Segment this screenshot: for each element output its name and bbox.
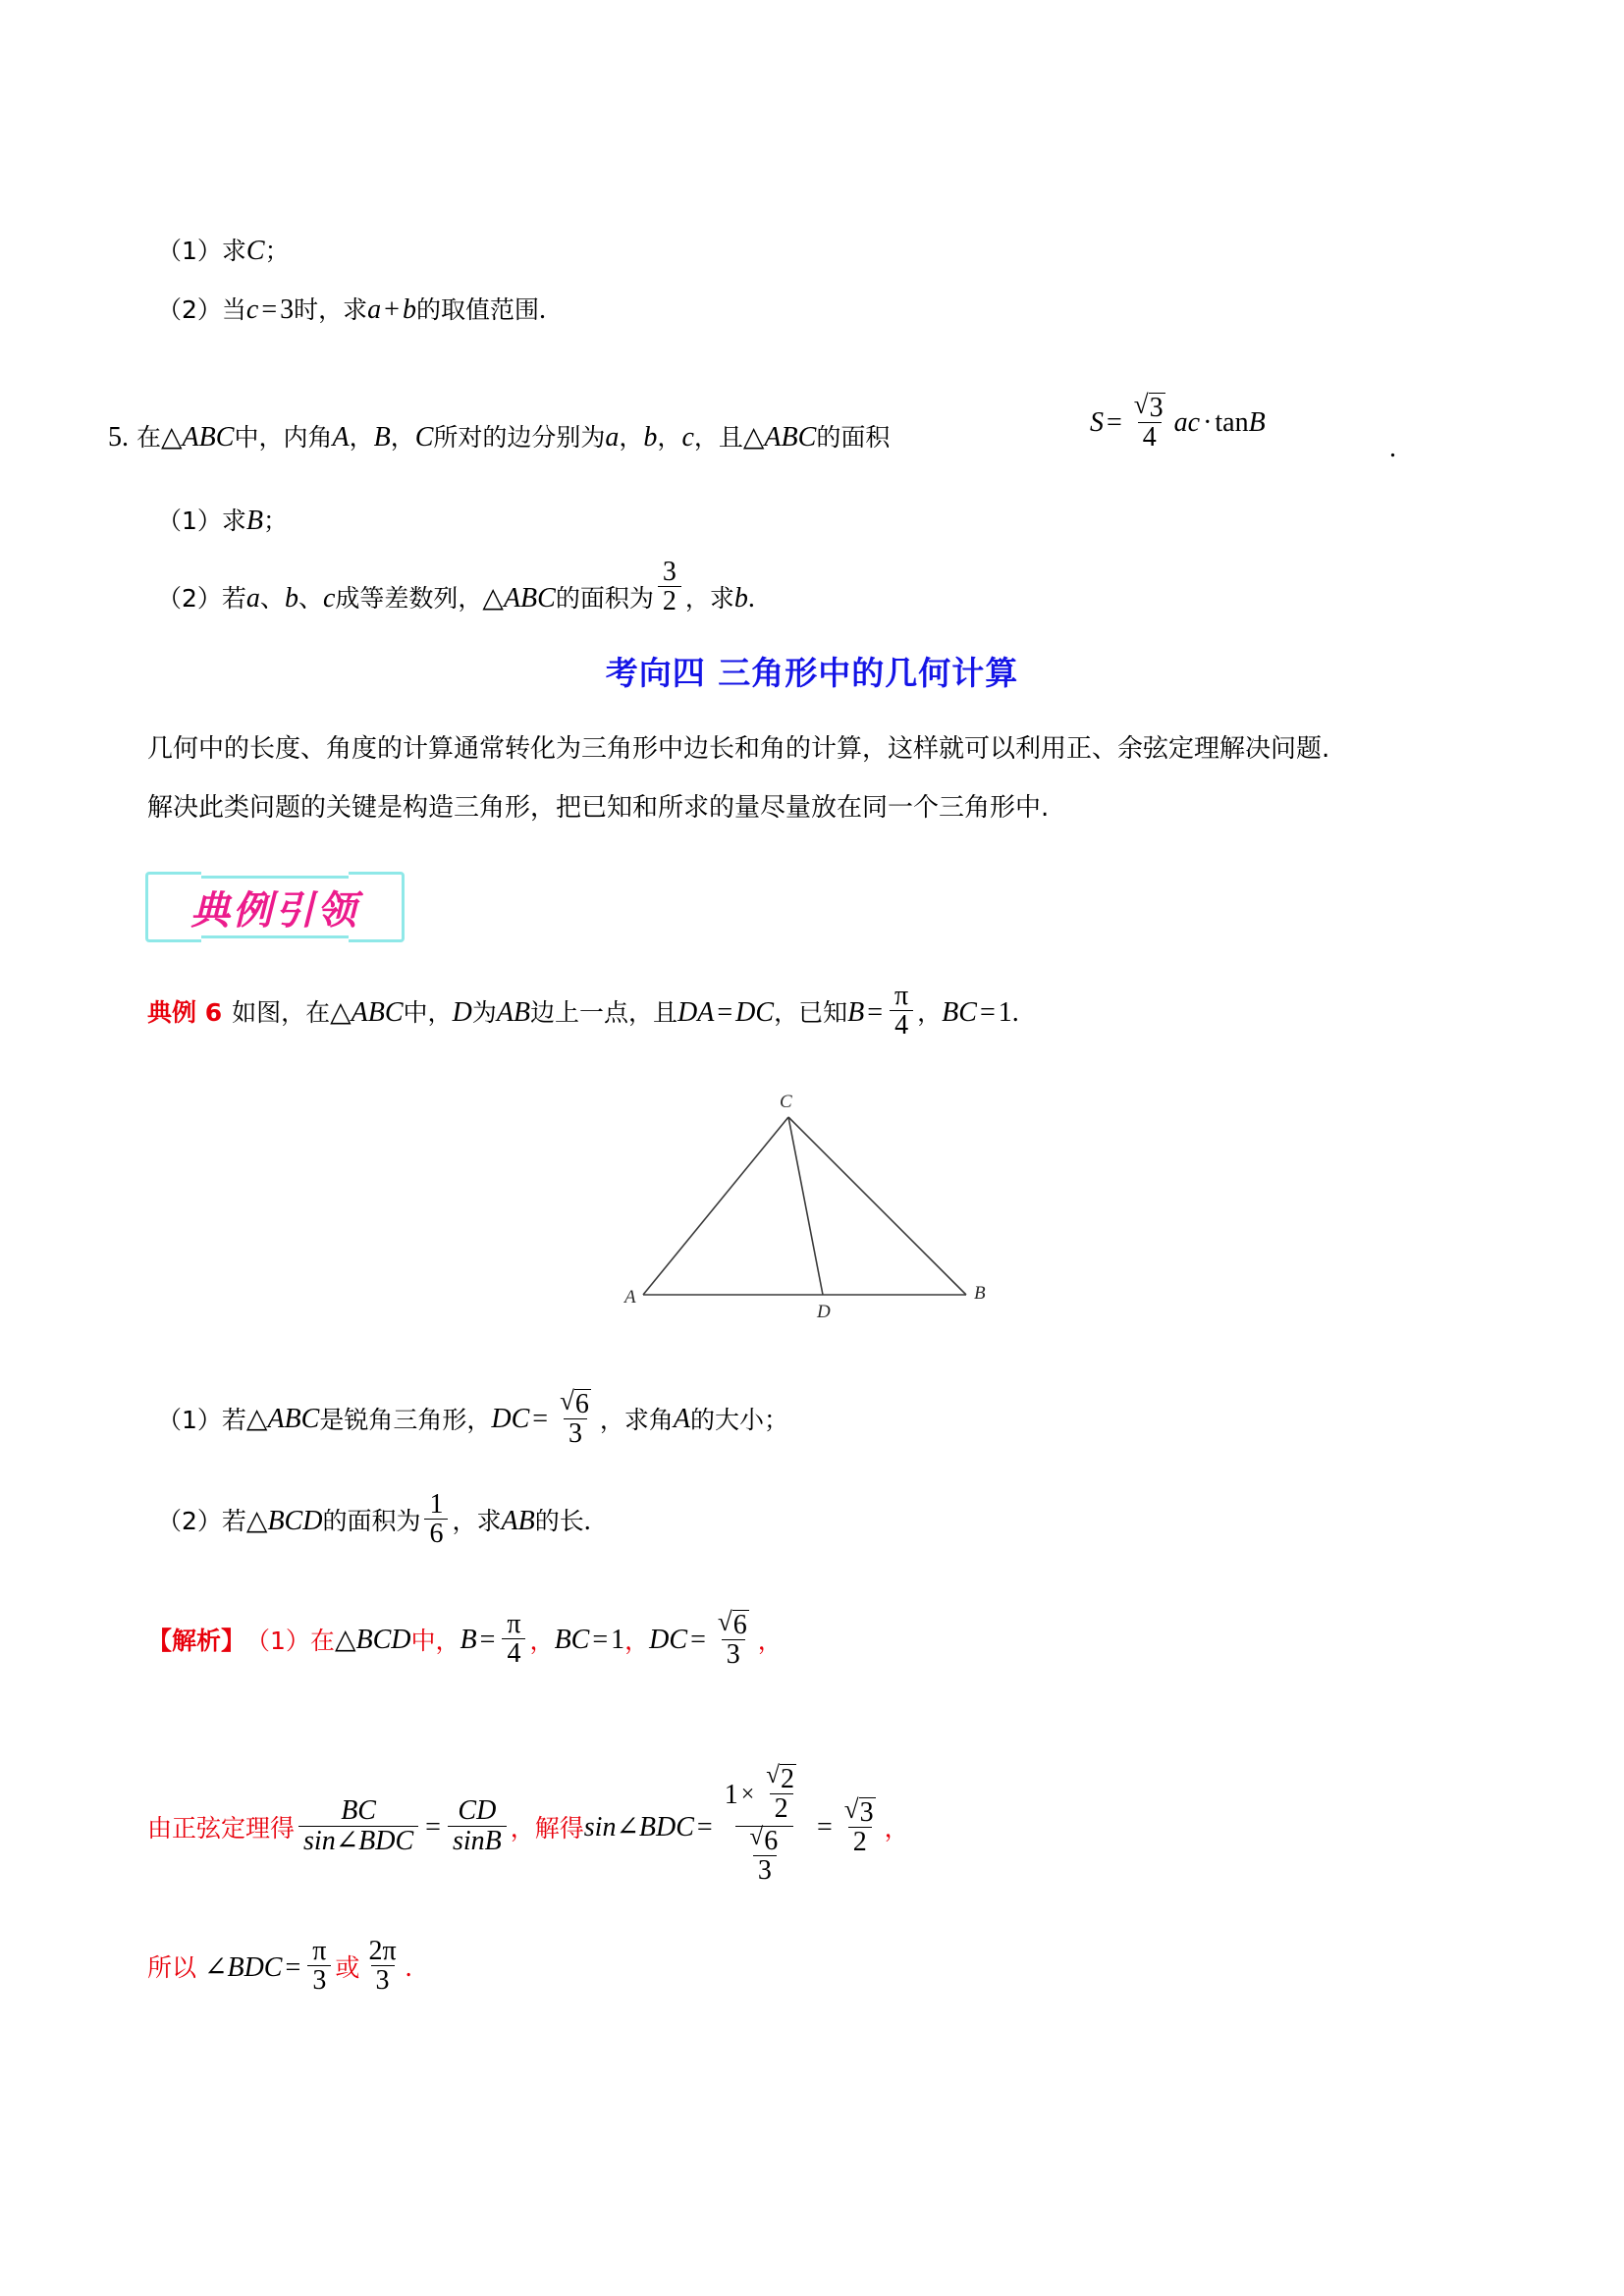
sol-l1-bc: BC [554, 1625, 590, 1656]
q4-part2-text-a: 当 [221, 295, 246, 325]
q5-triangle-abc-1: △ABC [161, 421, 235, 453]
example6-eq3: = [979, 996, 996, 1028]
example6-four: 4 [890, 1010, 913, 1040]
q4-part2-text-c: 的取值范围 [415, 295, 539, 325]
q5-triangle-abc-2: △ABC [742, 421, 817, 453]
sol-l2-comma-1: ， [510, 1813, 535, 1842]
q5-formula-s: S [1090, 407, 1104, 439]
ex6-p2-period: . [583, 1505, 591, 1536]
ex6-p2-num: 1 [429, 1489, 444, 1520]
q5-part2-triangle: △ABC [482, 582, 556, 614]
sol-l2-den-2: sinB [448, 1826, 507, 1855]
example6-stem-d: 边上一点，且 [530, 998, 678, 1028]
ex6-p1-den: 3 [564, 1418, 587, 1448]
q5-side-b: b [643, 421, 658, 453]
q5-stem-e: 的面积 [816, 423, 891, 453]
example6-one: 1 [998, 996, 1012, 1028]
sol-l2-inner-den-den: 3 [753, 1855, 777, 1885]
sol-l1-text-b: 中， [410, 1626, 460, 1655]
sol-l1-text-a: 在 [309, 1626, 335, 1655]
ex6-p1-marker: （1） [157, 1405, 222, 1434]
q5-part2-text-a: 若 [221, 584, 246, 614]
q5-part2-line [157, 557, 755, 628]
q4-part2-var-a: a [367, 294, 382, 325]
q5-formula-dot: · [1203, 407, 1213, 439]
q5-stem-a: 在 [136, 423, 162, 453]
q5-part2-frac-num: 3 [662, 557, 677, 587]
q4-part1-var: C [245, 235, 265, 266]
ex6-p1-text-b: 是锐角三角形， [319, 1405, 492, 1434]
sol-l3-or: 或 [335, 1953, 360, 1983]
q5-side-a: a [605, 421, 620, 453]
sol-l1-eq3: = [690, 1625, 706, 1656]
sol-l2-res-sqrt3: 3 [859, 1796, 874, 1828]
q4-part2-text-b: 时，求 [294, 295, 368, 325]
solution-marker: （1） [245, 1626, 310, 1655]
q5-side-c: c [681, 421, 694, 453]
sol-l1-comma-1: ， [529, 1626, 555, 1655]
q4-part2-var-b: b [402, 294, 416, 325]
sol-l3-den-2: 3 [371, 1965, 395, 1995]
q5-part2-var-b: b [284, 582, 298, 614]
sol-l2-num-1: BC [341, 1795, 376, 1827]
q5-part2-ans-var: b [733, 582, 748, 614]
sol-l1-triangle-bcd: △BCD [334, 1625, 411, 1656]
q5-stem-period: . [1389, 433, 1396, 463]
q5-part2-text-c: 的面积为 [555, 584, 654, 614]
example6-da: DA [677, 996, 715, 1028]
sol-l1-four: 4 [502, 1638, 525, 1668]
q4-part1-marker: （1） [157, 237, 222, 266]
q4-part2-marker: （2） [157, 295, 222, 325]
q5-part1-line [157, 506, 288, 535]
q5-formula-sqrt3: 3 [1149, 393, 1164, 423]
ex6-p1-dc: DC [491, 1404, 530, 1435]
banner-label: 典例引领 [190, 887, 359, 934]
figure-label-c: C [780, 1092, 792, 1112]
example6-stem-b: 中， [403, 998, 453, 1028]
q5-part1-marker: （1） [157, 507, 222, 536]
triangle-figure [589, 1080, 1001, 1325]
sol-l2-num-2: CD [458, 1795, 497, 1827]
example6-period: . [1011, 996, 1019, 1028]
q4-part2-line [157, 294, 546, 324]
sol-l3-text-a: 所以 [147, 1953, 197, 1983]
q5-part2-d2: 、 [298, 584, 323, 614]
q5-formula-tan: tan [1215, 407, 1249, 439]
ex6-p2-ab: AB [501, 1505, 535, 1536]
dianli-yinling-banner [145, 872, 405, 942]
example6-eq2: = [867, 996, 883, 1028]
sol-l3-pi-2: 2π [368, 1936, 397, 1966]
q5-stem-d: ，且 [693, 423, 743, 453]
sol-l2-text-a: 由正弦定理得 [147, 1813, 296, 1842]
q5-part2-d1: 、 [259, 584, 285, 614]
example6-angle-b: B [847, 996, 865, 1028]
example6-dc: DC [735, 996, 775, 1028]
q4-part2-plus: + [384, 294, 400, 325]
q5-part2-text-b: 成等差数列， [335, 584, 483, 614]
q5-part2-text-d: ，求 [684, 584, 734, 614]
sol-l1-one: 1 [611, 1625, 625, 1656]
q5-formula-ac: ac [1173, 407, 1201, 439]
figure-label-a: A [624, 1287, 636, 1308]
sol-l2-res-den: 2 [848, 1827, 872, 1856]
sol-l2-sin-bdc: sin∠BDC [583, 1812, 694, 1843]
q5-part1-punct: ； [263, 507, 289, 536]
q5-part2-var-c: c [322, 582, 336, 614]
q5-part2-period: . [747, 582, 755, 614]
q4-part2-period: . [538, 294, 546, 325]
ex6-p2-text-b: 的面积为 [322, 1507, 421, 1536]
q5-part2-marker: （2） [157, 584, 222, 614]
sol-l1-angle-b: B [460, 1625, 477, 1656]
q5-formula-eq: = [1107, 407, 1122, 439]
segment-ac [643, 1117, 788, 1295]
q4-part1-punct: ； [264, 237, 290, 266]
q5-part1-text: 求 [221, 507, 246, 536]
q5-part1-var: B [245, 505, 264, 536]
ex6-p1-eq: = [532, 1404, 549, 1435]
example6-stem-c: 为 [471, 998, 497, 1028]
sol-l2-inner-den-sqrt: 6 [764, 1825, 779, 1856]
ex6-p1-angle-a: A [673, 1404, 691, 1435]
ex6-p1-text-d: 的大小 [690, 1405, 765, 1434]
q4-part1-text: 求 [221, 237, 246, 266]
q5-angle-b: B [373, 421, 391, 453]
example6-part1-line: （1） 若 △ABC 是锐角三角形， DC = √ 6 3 ，求角 A 的大小 ； [157, 1386, 789, 1450]
sol-l1-comma-3: ， [757, 1626, 783, 1655]
example6-point-d: D [452, 996, 472, 1028]
sol-l2-eq1: = [425, 1812, 441, 1843]
ex6-p1-punct: ； [764, 1405, 789, 1434]
ex6-p2-text-a: 若 [221, 1507, 246, 1536]
q5-angle-a: A [332, 421, 350, 453]
q5-formula-den: 4 [1138, 422, 1162, 452]
q4-part2-var-c: c [245, 294, 259, 325]
q5-comma-1: ， [349, 423, 374, 453]
sol-l3-den-1: 3 [307, 1965, 331, 1995]
intro-line-2: 解决此类问题的关键是构造三角形，把已知和所求的量尽量放在同一个三角形中. [147, 793, 1050, 823]
sol-l2-inner-num-den: 2 [770, 1793, 793, 1823]
ex6-p1-text-c: ，求角 [599, 1405, 674, 1434]
sol-l1-den: 3 [722, 1639, 745, 1669]
sol-l1-comma-2: ， [624, 1626, 650, 1655]
q5-comma-4: ， [657, 423, 682, 453]
sol-l1-pi: π [507, 1608, 521, 1639]
ex6-p1-triangle: △ABC [245, 1404, 320, 1435]
sol-l2-one: 1 [724, 1780, 738, 1811]
example6-tag: 典例 6 [147, 998, 223, 1028]
solution-line-1: 【解析】 （1） 在 △BCD 中， B = $\frac{\pi}{4}$ ， BC = 1 ， DC = √ 6 3 ， [147, 1607, 783, 1671]
solution-tag: 【解析】 [147, 1626, 246, 1655]
q5-number: 5. [108, 421, 129, 453]
solution-line-2: 由正弦定理得 $\frac{BC}{\text{sin∠BDC}}$ = $\frac{CD}{\sin B}$ ， 解得 sin∠BDC = 1 × √ 2 2 √ 6 3 = √ 3 2 ， [147, 1762, 909, 1887]
q5-formula-tan-arg: B [1248, 407, 1266, 439]
intro-line-1: 几何中的长度、角度的计算通常转化为三角形中边长和角的计算，这样就可以利用正、余弦定理解决问题. [147, 734, 1330, 764]
sol-l2-text-b: 解得 [534, 1813, 584, 1842]
ex6-p2-marker: （2） [157, 1507, 222, 1536]
q5-stem-b: 中，内角 [234, 423, 333, 453]
q5-stem-line [108, 422, 890, 452]
sol-l2-times: × [740, 1782, 755, 1808]
example6-stem-a: 如图，在 [232, 998, 331, 1028]
ex6-p2-text-c: ，求 [452, 1507, 502, 1536]
sol-l3-period: . [405, 1951, 412, 1983]
sol-l2-den-1: sin∠BDC [298, 1826, 418, 1855]
example6-comma: ， [917, 998, 943, 1028]
sol-l3-angle-bdc: ∠BDC [204, 1951, 283, 1983]
q5-part2-frac-den: 2 [658, 586, 681, 615]
example6-triangle: △ABC [330, 996, 404, 1028]
segment-cb [788, 1117, 966, 1295]
sol-l2-comma-2: ， [884, 1813, 909, 1842]
ex6-p2-triangle: △BCD [245, 1505, 323, 1536]
q5-area-formula: S = √ 3 4 ac · tan B [1090, 390, 1266, 454]
sol-l2-inner-num-sqrt: 2 [780, 1764, 794, 1794]
q5-part2-var-a: a [245, 582, 260, 614]
example6-pi: π [894, 981, 909, 1011]
solution-line-3 [147, 1936, 412, 1998]
example6-seg-ab: AB [496, 996, 531, 1028]
sol-l2-eq2: = [696, 1812, 713, 1843]
q5-comma-2: ， [390, 423, 415, 453]
figure-label-b: B [974, 1283, 986, 1304]
sol-l1-sqrt6: 6 [732, 1610, 747, 1640]
sol-l1-eq2: = [592, 1625, 609, 1656]
q5-stem-c: 所对的边分别为 [433, 423, 606, 453]
q4-part2-val: 3 [280, 294, 295, 325]
section-heading: 考向四 三角形中的几何计算 [605, 654, 1019, 692]
sol-l2-eq3: = [816, 1812, 833, 1843]
ex6-p1-text-a: 若 [221, 1405, 246, 1434]
ex6-p2-text-d: 的长 [534, 1507, 584, 1536]
figure-label-d: D [817, 1302, 831, 1322]
ex6-p2-den: 6 [424, 1519, 448, 1548]
sol-l3-eq: = [285, 1951, 301, 1983]
q5-comma-3: ， [619, 423, 644, 453]
sol-l1-eq1: = [479, 1625, 496, 1656]
q4-part1-line [157, 236, 290, 265]
segment-cd [788, 1117, 823, 1295]
example6-eq1: = [717, 996, 733, 1028]
sol-l3-pi-1: π [312, 1936, 327, 1966]
example6-bc: BC [942, 996, 977, 1028]
example6-stem-line [147, 981, 1019, 1042]
sol-l1-dc: DC [649, 1625, 688, 1656]
example6-stem-e: ，已知 [774, 998, 848, 1028]
example6-part2-line [157, 1489, 591, 1551]
ex6-p1-sqrt6: 6 [574, 1389, 589, 1419]
q4-part2-eq: = [261, 294, 278, 325]
q5-angle-c: C [414, 421, 434, 453]
